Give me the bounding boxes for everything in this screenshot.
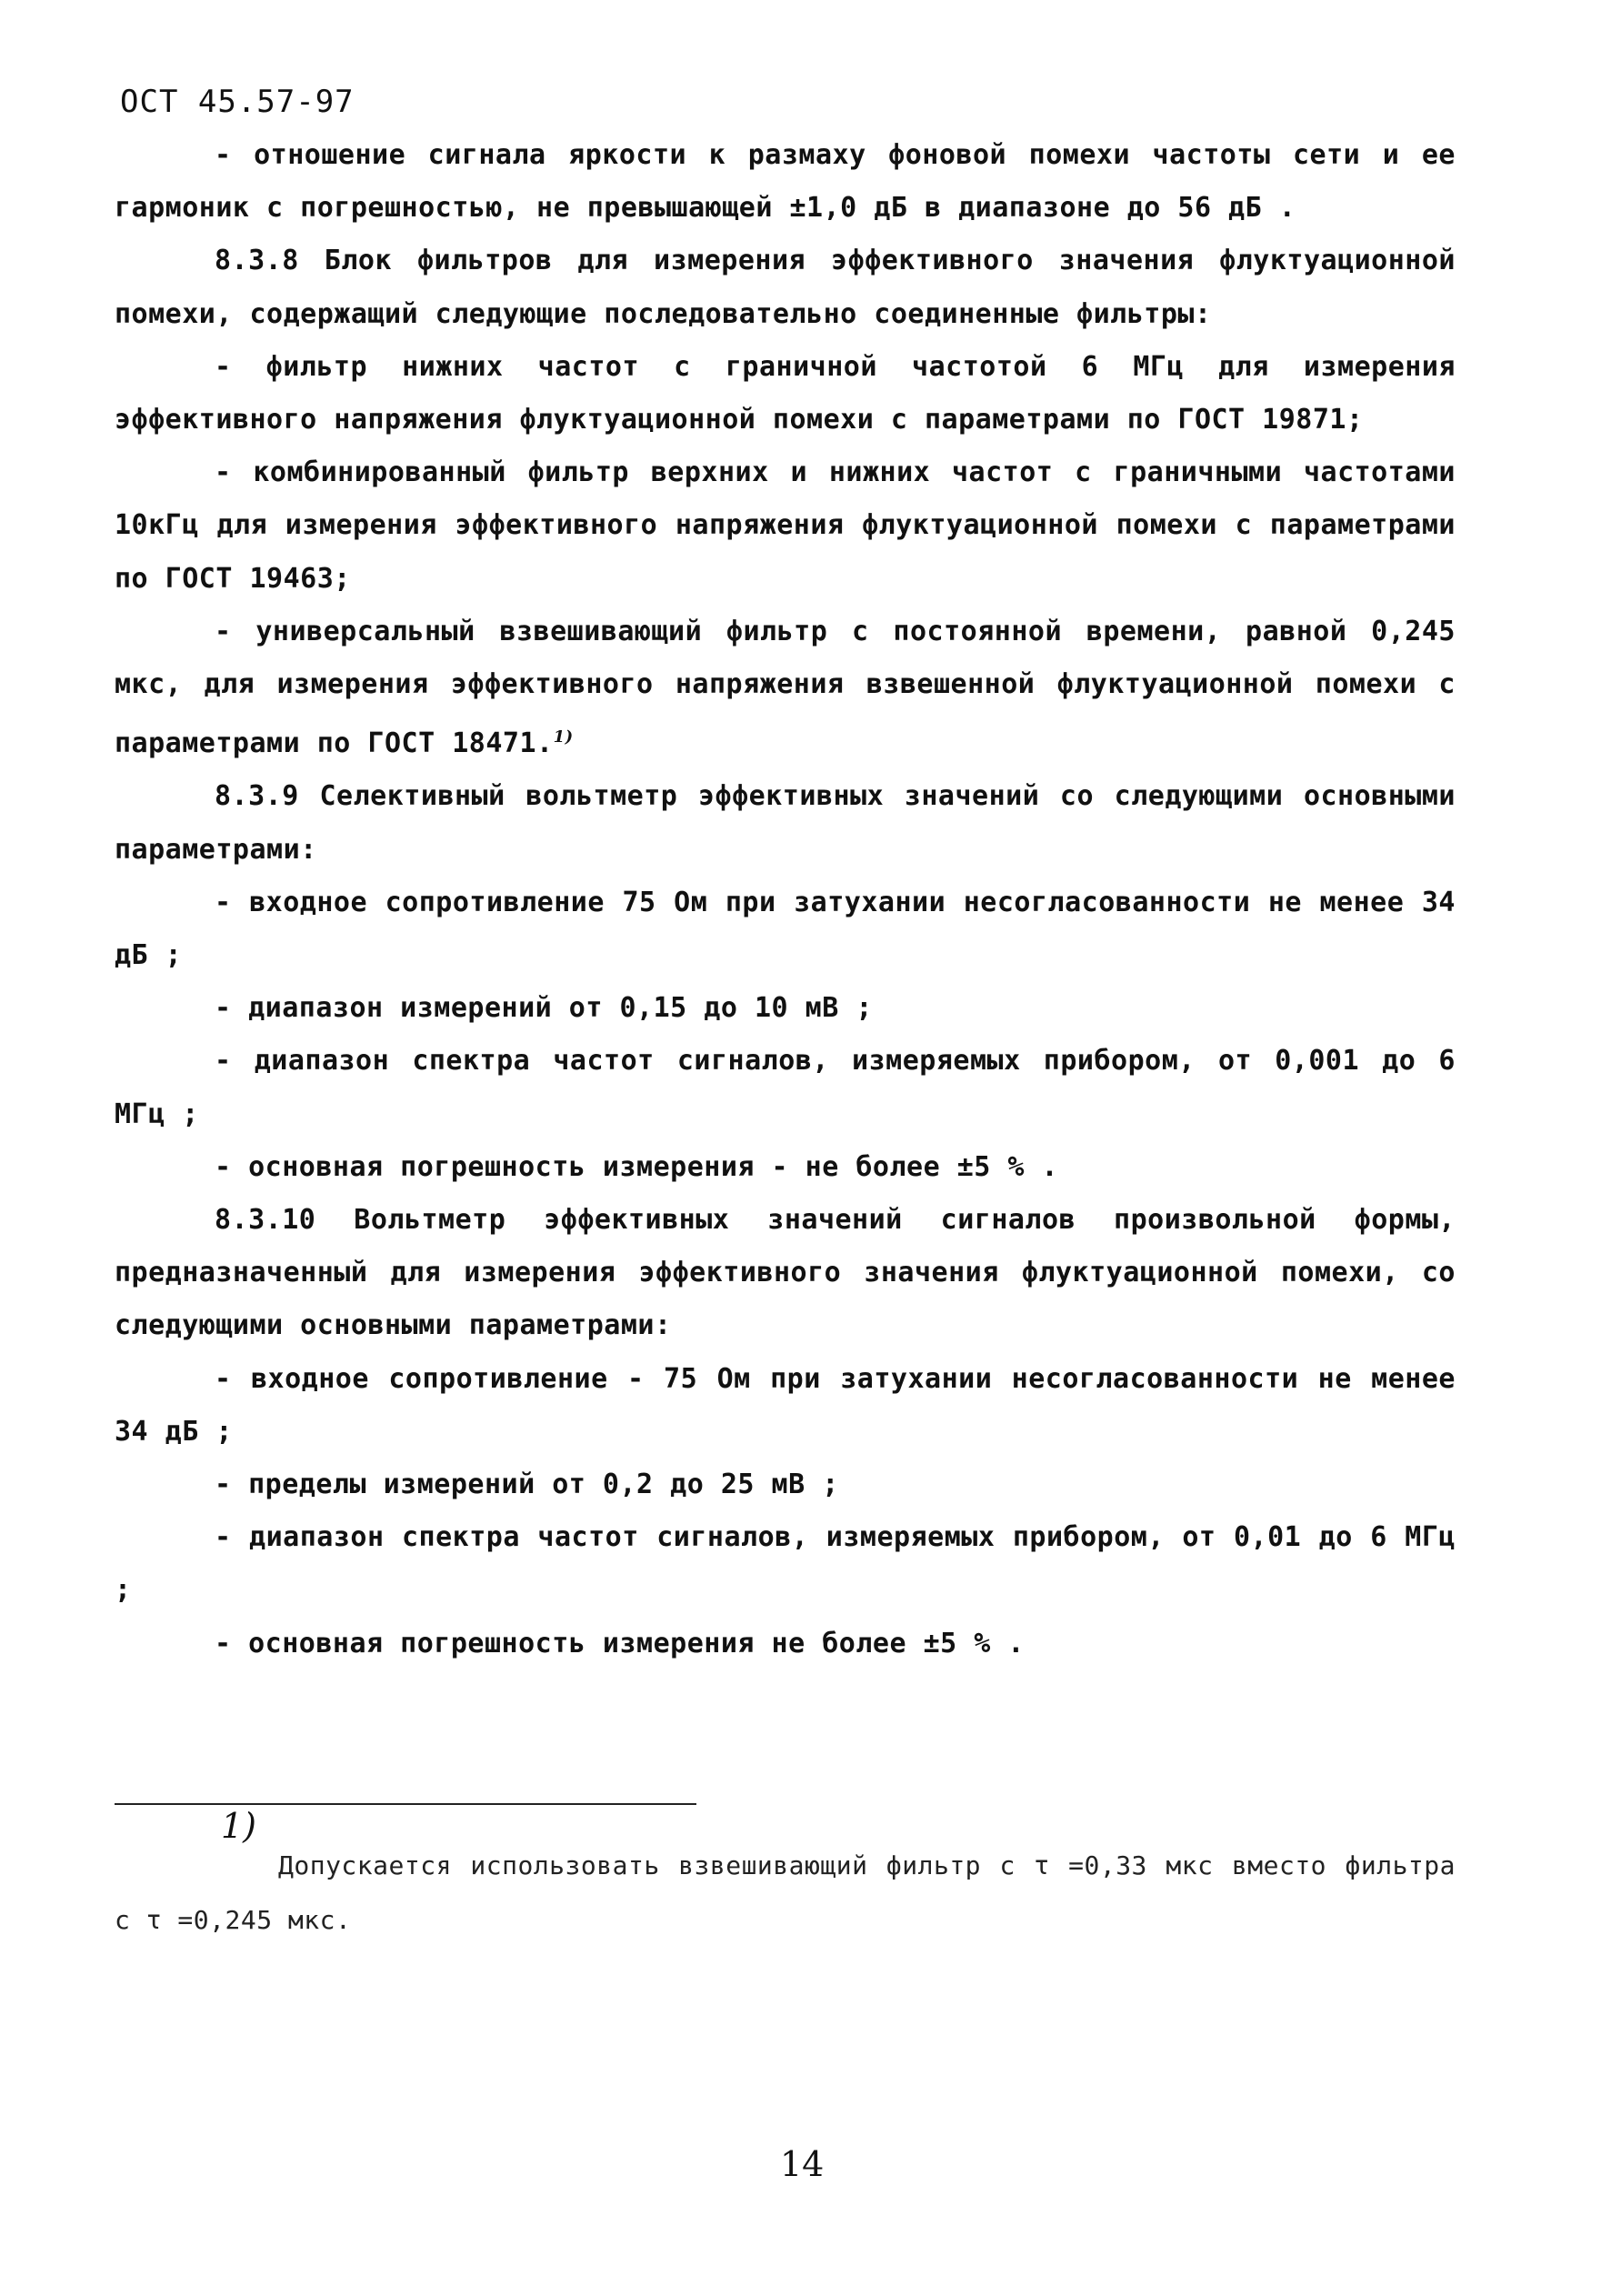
paragraph-measurement-range-1: - диапазон измерений от 0,15 до 10 мВ ; — [215, 992, 873, 1025]
paragraph-lowpass-filter: - фильтр нижних частот с граничной частотой 6 МГц для измерения эффективного напряжения флуктуационной помехи с параметрами по ГОСТ 19871; — [115, 350, 1456, 436]
footnote-divider — [115, 1803, 696, 1805]
weighting-filter-text: - универсальный взвешивающий фильтр с постоянной времени, равной 0,245 мкс, для измерения эффективного напряжения взвешенной флуктуационной помехи с параметрами по ГОСТ 18471. — [115, 615, 1456, 760]
paragraph-filter-block: 8.3.8 Блок фильтров для измерения эффективного значения флуктуационной помехи, содержащий следующие последовательно соединенные фильтры: — [115, 245, 1456, 330]
paragraph-error-2: - основная погрешность измерения не более ±5 % . — [215, 1627, 1025, 1659]
document-body — [115, 129, 1456, 1670]
paragraph-weighting-filter — [115, 606, 1456, 771]
footnote-text: Допускается использовать взвешивающий фильтр с τ =0,33 мкс вместо фильтра с τ =0,245 мкс. — [115, 1850, 1456, 1935]
paragraph-frequency-range-2: - диапазон спектра частот сигналов, измеряемых прибором, от 0,01 до 6 МГц ; — [115, 1521, 1456, 1607]
footnote-marker: 1) — [221, 1806, 257, 1846]
document-code-header: ОСТ 45.57-97 — [120, 84, 355, 120]
paragraph-combined-filter: - комбинированный фильтр верхних и нижних частот с граничными частотами 10кГц для измерения эффективного напряжения флуктуационной помехи с параметрами по ГОСТ 19463; — [115, 456, 1456, 595]
paragraph-input-resistance-1: - входное сопротивление 75 Ом при затухании несогласованности не менее 34 дБ ; — [115, 886, 1456, 972]
paragraph-measurement-limits-2: - пределы измерений от 0,2 до 25 мВ ; — [215, 1469, 839, 1501]
paragraph-selective-voltmeter: 8.3.9 Селективный вольтметр эффективных значений со следующими основными параметрами: — [115, 780, 1456, 866]
paragraph-rms-voltmeter: 8.3.10 Вольтметр эффективных значений сигналов произвольной формы, предназначенный для измерения эффективного значения флуктуационной помехи, со следующими основными параметрами: — [115, 1204, 1456, 1342]
paragraph-frequency-range-1: - диапазон спектра частот сигналов, измеряемых прибором, от 0,001 до 6 МГц ; — [115, 1045, 1456, 1130]
paragraph-error-1: - основная погрешность измерения - не более ±5 % . — [215, 1150, 1059, 1183]
page-number: 14 — [780, 2144, 825, 2184]
footnote-reference: 1) — [553, 727, 574, 747]
paragraph-signal-ratio: - отношение сигнала яркости к размаху фоновой помехи частоты сети и ее гармоник с погрешностью, не превышающей ±1,0 дБ в диапазоне до 56 дБ . — [115, 139, 1456, 225]
paragraph-input-resistance-2: - входное сопротивление - 75 Ом при затухании несогласованности не менее 34 дБ ; — [115, 1362, 1456, 1448]
